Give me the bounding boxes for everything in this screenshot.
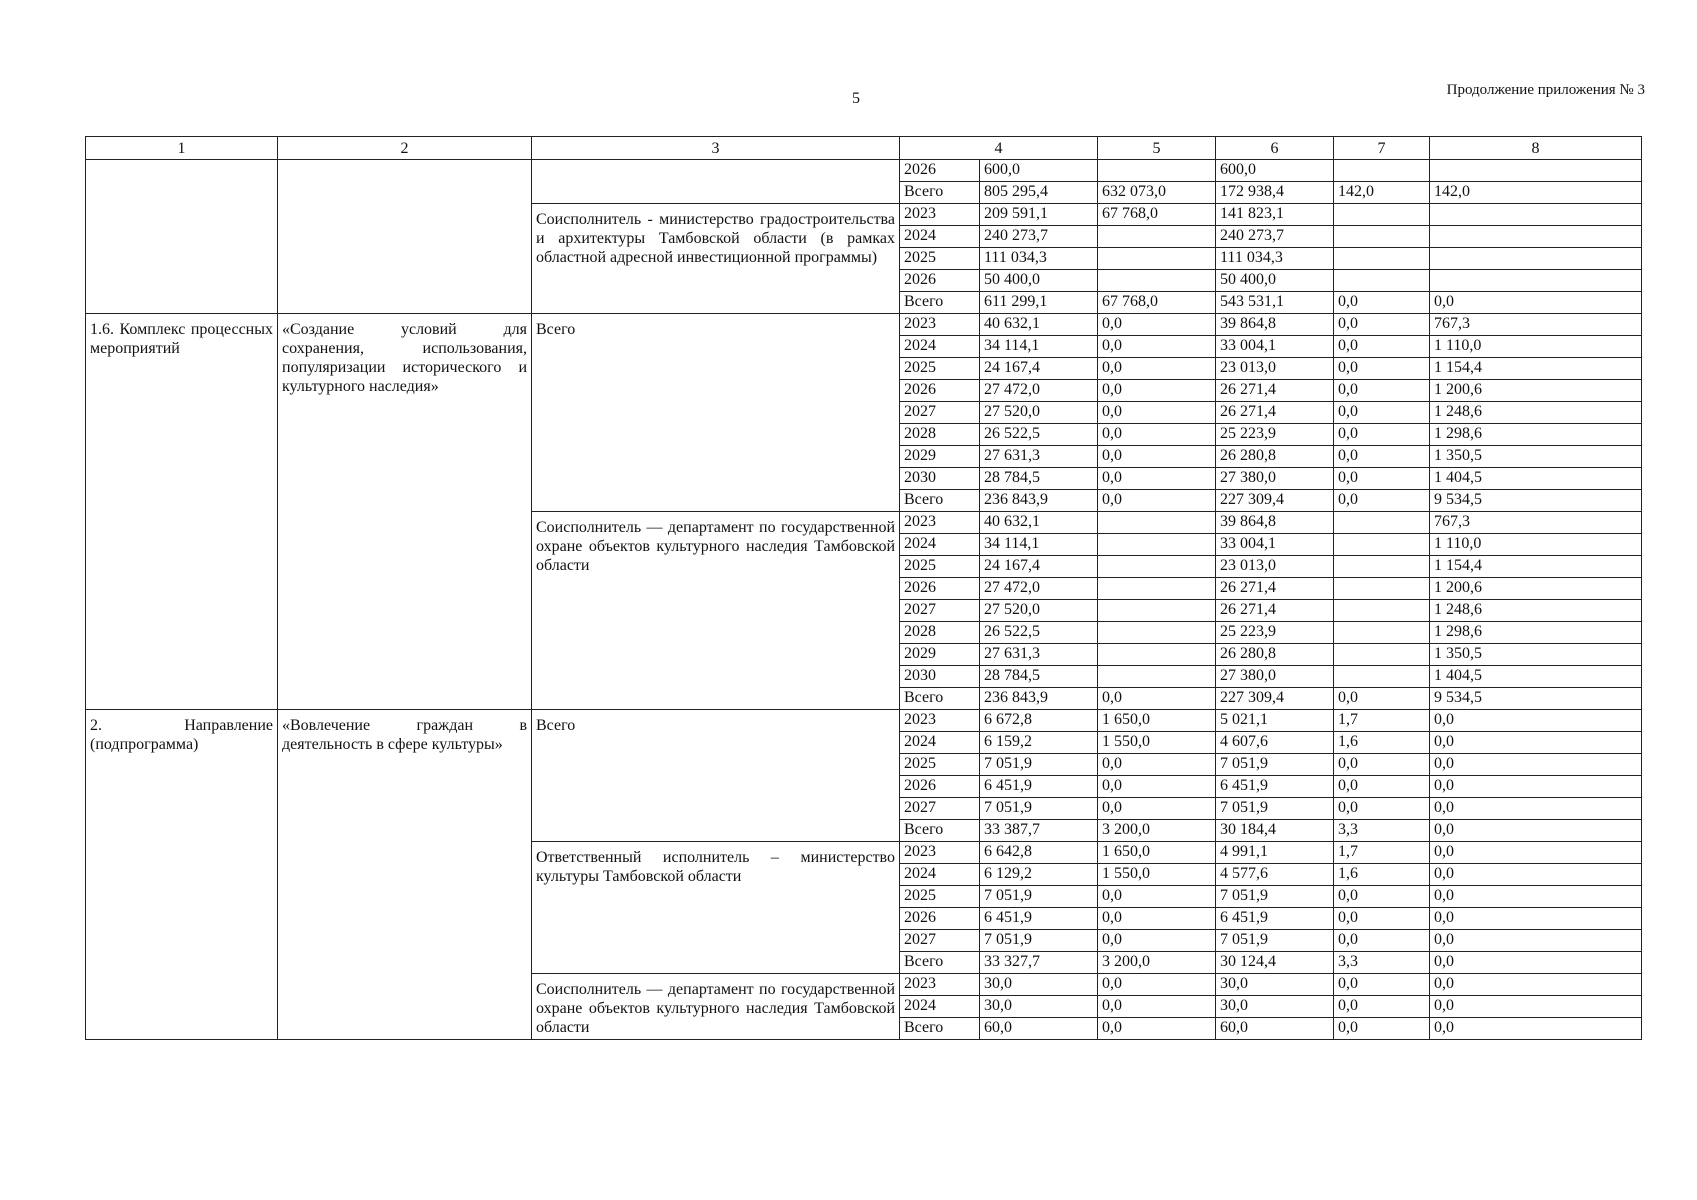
value-cell: 1 200,6: [1430, 578, 1642, 600]
value-cell: 67 768,0: [1098, 292, 1216, 314]
year-cell: Всего: [900, 688, 980, 710]
year-cell: 2026: [900, 578, 980, 600]
value-cell: 0,0: [1430, 864, 1642, 886]
year-cell: 2025: [900, 358, 980, 380]
column-header: 3: [532, 137, 900, 160]
year-cell: 2030: [900, 666, 980, 688]
value-cell: 0,0: [1430, 292, 1642, 314]
value-cell: [1334, 644, 1430, 666]
table-row: [86, 710, 1642, 732]
year-cell: 2027: [900, 798, 980, 820]
value-cell: [1098, 600, 1216, 622]
value-cell: 0,0: [1098, 424, 1216, 446]
value-cell: 24 167,4: [980, 556, 1098, 578]
year-cell: Всего: [900, 1018, 980, 1040]
value-cell: 6 642,8: [980, 842, 1098, 864]
value-cell: 26 271,4: [1216, 380, 1334, 402]
year-cell: Всего: [900, 952, 980, 974]
column-header-row: [86, 137, 1642, 160]
value-cell: 7 051,9: [980, 798, 1098, 820]
year-cell: 2023: [900, 974, 980, 996]
value-cell: 236 843,9: [980, 688, 1098, 710]
value-cell: [1334, 204, 1430, 226]
value-cell: 3,3: [1334, 820, 1430, 842]
value-cell: 1 350,5: [1430, 644, 1642, 666]
value-cell: 0,0: [1430, 1018, 1642, 1040]
value-cell: 543 531,1: [1216, 292, 1334, 314]
value-cell: 1 110,0: [1430, 534, 1642, 556]
value-cell: 0,0: [1098, 358, 1216, 380]
value-cell: 0,0: [1430, 732, 1642, 754]
value-cell: 27 380,0: [1216, 468, 1334, 490]
table-row: [86, 160, 1642, 182]
budget-table: [85, 136, 1642, 1040]
value-cell: 111 034,3: [980, 248, 1098, 270]
page-number: 5: [852, 90, 860, 107]
value-cell: 141 823,1: [1216, 204, 1334, 226]
value-cell: 30 124,4: [1216, 952, 1334, 974]
value-cell: 26 522,5: [980, 424, 1098, 446]
value-cell: 767,3: [1430, 314, 1642, 336]
value-cell: 1,6: [1334, 864, 1430, 886]
value-cell: [1098, 622, 1216, 644]
value-cell: 0,0: [1430, 886, 1642, 908]
value-cell: 28 784,5: [980, 468, 1098, 490]
value-cell: 0,0: [1430, 776, 1642, 798]
value-cell: [1334, 666, 1430, 688]
value-cell: 33 387,7: [980, 820, 1098, 842]
value-cell: 0,0: [1334, 974, 1430, 996]
value-cell: 600,0: [980, 160, 1098, 182]
continuation-note: Продолжение приложения № 3: [1446, 82, 1645, 98]
value-cell: 27 520,0: [980, 402, 1098, 424]
value-cell: 6 672,8: [980, 710, 1098, 732]
value-cell: 0,0: [1098, 314, 1216, 336]
value-cell: 4 607,6: [1216, 732, 1334, 754]
value-cell: [1098, 160, 1216, 182]
value-cell: 26 522,5: [980, 622, 1098, 644]
value-cell: 30,0: [980, 974, 1098, 996]
value-cell: 172 938,4: [1216, 182, 1334, 204]
year-cell: 2024: [900, 226, 980, 248]
value-cell: [1334, 622, 1430, 644]
value-cell: 0,0: [1334, 424, 1430, 446]
value-cell: 33 004,1: [1216, 534, 1334, 556]
value-cell: 0,0: [1334, 798, 1430, 820]
value-cell: 33 327,7: [980, 952, 1098, 974]
year-cell: 2027: [900, 930, 980, 952]
year-cell: Всего: [900, 490, 980, 512]
value-cell: 3 200,0: [1098, 952, 1216, 974]
year-cell: 2029: [900, 446, 980, 468]
value-cell: 5 021,1: [1216, 710, 1334, 732]
value-cell: 0,0: [1098, 468, 1216, 490]
value-cell: 6 451,9: [980, 908, 1098, 930]
value-cell: 1 404,5: [1430, 666, 1642, 688]
value-cell: [1334, 226, 1430, 248]
value-cell: 30 184,4: [1216, 820, 1334, 842]
section-number-cell: 2. Направление (подпрограмма): [86, 710, 278, 1040]
value-cell: 27 631,3: [980, 446, 1098, 468]
value-cell: 23 013,0: [1216, 358, 1334, 380]
year-cell: 2023: [900, 204, 980, 226]
executor-cell: Соисполнитель — департамент по государственной охране объектов культурного наследия Тамбовской области: [532, 512, 900, 710]
value-cell: 30,0: [980, 996, 1098, 1018]
year-cell: 2028: [900, 622, 980, 644]
value-cell: 3 200,0: [1098, 820, 1216, 842]
value-cell: 0,0: [1334, 292, 1430, 314]
value-cell: 1 650,0: [1098, 842, 1216, 864]
table-row: [86, 314, 1642, 336]
value-cell: 7 051,9: [1216, 798, 1334, 820]
executor-cell: Соисполнитель — департамент по государственной охране объектов культурного наследия Тамбовской области: [532, 974, 900, 1040]
value-cell: 227 309,4: [1216, 490, 1334, 512]
value-cell: 6 451,9: [1216, 908, 1334, 930]
value-cell: 7 051,9: [980, 886, 1098, 908]
value-cell: 9 534,5: [1430, 490, 1642, 512]
value-cell: 0,0: [1098, 490, 1216, 512]
year-cell: 2025: [900, 248, 980, 270]
year-cell: 2024: [900, 336, 980, 358]
value-cell: 111 034,3: [1216, 248, 1334, 270]
value-cell: 7 051,9: [1216, 886, 1334, 908]
value-cell: 240 273,7: [1216, 226, 1334, 248]
value-cell: 7 051,9: [1216, 754, 1334, 776]
value-cell: 26 271,4: [1216, 402, 1334, 424]
value-cell: 40 632,1: [980, 512, 1098, 534]
year-cell: 2026: [900, 380, 980, 402]
value-cell: 0,0: [1334, 996, 1430, 1018]
value-cell: 1 200,6: [1430, 380, 1642, 402]
value-cell: 27 631,3: [980, 644, 1098, 666]
value-cell: 0,0: [1334, 688, 1430, 710]
value-cell: 0,0: [1334, 380, 1430, 402]
value-cell: 26 271,4: [1216, 578, 1334, 600]
value-cell: 767,3: [1430, 512, 1642, 534]
value-cell: [1334, 600, 1430, 622]
year-cell: 2025: [900, 556, 980, 578]
value-cell: 34 114,1: [980, 336, 1098, 358]
value-cell: 34 114,1: [980, 534, 1098, 556]
value-cell: 25 223,9: [1216, 622, 1334, 644]
value-cell: 600,0: [1216, 160, 1334, 182]
value-cell: 0,0: [1334, 446, 1430, 468]
table-body: [86, 160, 1642, 1040]
value-cell: 40 632,1: [980, 314, 1098, 336]
value-cell: 142,0: [1334, 182, 1430, 204]
value-cell: 50 400,0: [980, 270, 1098, 292]
year-cell: 2023: [900, 314, 980, 336]
value-cell: 0,0: [1430, 952, 1642, 974]
value-cell: 26 280,8: [1216, 644, 1334, 666]
value-cell: 28 784,5: [980, 666, 1098, 688]
value-cell: [1098, 666, 1216, 688]
value-cell: 1 298,6: [1430, 424, 1642, 446]
value-cell: 39 864,8: [1216, 512, 1334, 534]
value-cell: 39 864,8: [1216, 314, 1334, 336]
value-cell: 3,3: [1334, 952, 1430, 974]
value-cell: 0,0: [1098, 974, 1216, 996]
year-cell: 2024: [900, 732, 980, 754]
value-cell: 0,0: [1430, 930, 1642, 952]
value-cell: 0,0: [1334, 776, 1430, 798]
value-cell: 0,0: [1098, 930, 1216, 952]
value-cell: [1430, 160, 1642, 182]
value-cell: 6 159,2: [980, 732, 1098, 754]
value-cell: 30,0: [1216, 974, 1334, 996]
value-cell: 0,0: [1334, 468, 1430, 490]
value-cell: [1098, 644, 1216, 666]
executor-cell: Соисполнитель - министерство градостроительства и архитектуры Тамбовской области (в рамках областной адресной инвестиционной программы): [532, 204, 900, 314]
value-cell: 0,0: [1430, 908, 1642, 930]
value-cell: 7 051,9: [980, 754, 1098, 776]
value-cell: 27 472,0: [980, 380, 1098, 402]
section-title-cell: [278, 160, 532, 314]
value-cell: 0,0: [1430, 820, 1642, 842]
year-cell: 2028: [900, 424, 980, 446]
value-cell: 1,6: [1334, 732, 1430, 754]
value-cell: 0,0: [1430, 996, 1642, 1018]
year-cell: 2027: [900, 402, 980, 424]
value-cell: 0,0: [1334, 754, 1430, 776]
value-cell: 0,0: [1430, 798, 1642, 820]
value-cell: [1430, 226, 1642, 248]
executor-cell: Всего: [532, 314, 900, 512]
value-cell: [1098, 512, 1216, 534]
value-cell: 1 248,6: [1430, 402, 1642, 424]
value-cell: 1 154,4: [1430, 358, 1642, 380]
value-cell: 1,7: [1334, 842, 1430, 864]
value-cell: 0,0: [1430, 754, 1642, 776]
value-cell: 805 295,4: [980, 182, 1098, 204]
executor-cell: Всего: [532, 710, 900, 842]
value-cell: 0,0: [1098, 336, 1216, 358]
value-cell: 0,0: [1098, 688, 1216, 710]
year-cell: 2024: [900, 534, 980, 556]
value-cell: [1098, 270, 1216, 292]
value-cell: 6 451,9: [1216, 776, 1334, 798]
year-cell: 2026: [900, 776, 980, 798]
value-cell: [1098, 248, 1216, 270]
value-cell: 0,0: [1098, 908, 1216, 930]
value-cell: 0,0: [1098, 446, 1216, 468]
value-cell: 60,0: [980, 1018, 1098, 1040]
value-cell: 27 520,0: [980, 600, 1098, 622]
value-cell: 1,7: [1334, 710, 1430, 732]
value-cell: 0,0: [1334, 1018, 1430, 1040]
value-cell: 0,0: [1098, 776, 1216, 798]
year-cell: 2025: [900, 754, 980, 776]
value-cell: 30,0: [1216, 996, 1334, 1018]
year-cell: 2023: [900, 710, 980, 732]
value-cell: 0,0: [1430, 842, 1642, 864]
year-cell: 2030: [900, 468, 980, 490]
value-cell: [1334, 534, 1430, 556]
value-cell: [1334, 270, 1430, 292]
executor-cell: [532, 160, 900, 204]
value-cell: 7 051,9: [1216, 930, 1334, 952]
value-cell: 240 273,7: [980, 226, 1098, 248]
column-header: 6: [1216, 137, 1334, 160]
value-cell: [1334, 578, 1430, 600]
value-cell: [1098, 578, 1216, 600]
year-cell: 2026: [900, 270, 980, 292]
year-cell: 2026: [900, 160, 980, 182]
value-cell: 632 073,0: [1098, 182, 1216, 204]
value-cell: 24 167,4: [980, 358, 1098, 380]
section-number-cell: [86, 160, 278, 314]
value-cell: [1334, 512, 1430, 534]
value-cell: 6 451,9: [980, 776, 1098, 798]
value-cell: 23 013,0: [1216, 556, 1334, 578]
value-cell: 1 248,6: [1430, 600, 1642, 622]
year-cell: 2026: [900, 908, 980, 930]
column-header: 4: [900, 137, 1098, 160]
column-header: 1: [86, 137, 278, 160]
value-cell: 0,0: [1334, 402, 1430, 424]
value-cell: 60,0: [1216, 1018, 1334, 1040]
value-cell: 25 223,9: [1216, 424, 1334, 446]
value-cell: [1098, 534, 1216, 556]
value-cell: 4 577,6: [1216, 864, 1334, 886]
value-cell: 236 843,9: [980, 490, 1098, 512]
value-cell: 0,0: [1098, 798, 1216, 820]
value-cell: [1430, 248, 1642, 270]
year-cell: 2023: [900, 842, 980, 864]
value-cell: 227 309,4: [1216, 688, 1334, 710]
value-cell: 1 110,0: [1430, 336, 1642, 358]
value-cell: 7 051,9: [980, 930, 1098, 952]
value-cell: 0,0: [1098, 996, 1216, 1018]
value-cell: 0,0: [1098, 1018, 1216, 1040]
section-title-cell: «Создание условий для сохранения, использования, популяризации исторического и культурного наследия»: [278, 314, 532, 710]
value-cell: [1430, 204, 1642, 226]
column-header: 5: [1098, 137, 1216, 160]
value-cell: 0,0: [1334, 930, 1430, 952]
value-cell: 0,0: [1334, 908, 1430, 930]
value-cell: 1 298,6: [1430, 622, 1642, 644]
section-number-cell: 1.6. Комплекс процессных мероприятий: [86, 314, 278, 710]
value-cell: 0,0: [1098, 402, 1216, 424]
executor-cell: Ответственный исполнитель – министерство культуры Тамбовской области: [532, 842, 900, 974]
value-cell: 6 129,2: [980, 864, 1098, 886]
year-cell: 2024: [900, 996, 980, 1018]
year-cell: 2024: [900, 864, 980, 886]
value-cell: 1 550,0: [1098, 864, 1216, 886]
value-cell: [1098, 226, 1216, 248]
value-cell: 27 472,0: [980, 578, 1098, 600]
column-header: 7: [1334, 137, 1430, 160]
value-cell: 0,0: [1334, 358, 1430, 380]
year-cell: 2025: [900, 886, 980, 908]
value-cell: 33 004,1: [1216, 336, 1334, 358]
year-cell: Всего: [900, 292, 980, 314]
value-cell: 0,0: [1334, 490, 1430, 512]
value-cell: 611 299,1: [980, 292, 1098, 314]
year-cell: 2027: [900, 600, 980, 622]
column-header: 2: [278, 137, 532, 160]
value-cell: 0,0: [1430, 974, 1642, 996]
value-cell: 0,0: [1334, 314, 1430, 336]
value-cell: 209 591,1: [980, 204, 1098, 226]
value-cell: 0,0: [1098, 754, 1216, 776]
value-cell: [1334, 160, 1430, 182]
value-cell: 142,0: [1430, 182, 1642, 204]
year-cell: Всего: [900, 182, 980, 204]
year-cell: Всего: [900, 820, 980, 842]
year-cell: 2023: [900, 512, 980, 534]
value-cell: 0,0: [1098, 380, 1216, 402]
value-cell: [1334, 248, 1430, 270]
value-cell: 1 350,5: [1430, 446, 1642, 468]
value-cell: 0,0: [1334, 886, 1430, 908]
value-cell: 0,0: [1430, 710, 1642, 732]
value-cell: 0,0: [1334, 336, 1430, 358]
column-header: 8: [1430, 137, 1642, 160]
value-cell: 0,0: [1098, 886, 1216, 908]
value-cell: [1430, 270, 1642, 292]
value-cell: 67 768,0: [1098, 204, 1216, 226]
value-cell: 50 400,0: [1216, 270, 1334, 292]
value-cell: 1 154,4: [1430, 556, 1642, 578]
value-cell: 1 404,5: [1430, 468, 1642, 490]
section-title-cell: «Вовлечение граждан в деятельность в сфере культуры»: [278, 710, 532, 1040]
value-cell: 26 271,4: [1216, 600, 1334, 622]
value-cell: 9 534,5: [1430, 688, 1642, 710]
value-cell: [1334, 556, 1430, 578]
value-cell: [1098, 556, 1216, 578]
value-cell: 4 991,1: [1216, 842, 1334, 864]
value-cell: 27 380,0: [1216, 666, 1334, 688]
value-cell: 1 550,0: [1098, 732, 1216, 754]
year-cell: 2029: [900, 644, 980, 666]
value-cell: 26 280,8: [1216, 446, 1334, 468]
value-cell: 1 650,0: [1098, 710, 1216, 732]
